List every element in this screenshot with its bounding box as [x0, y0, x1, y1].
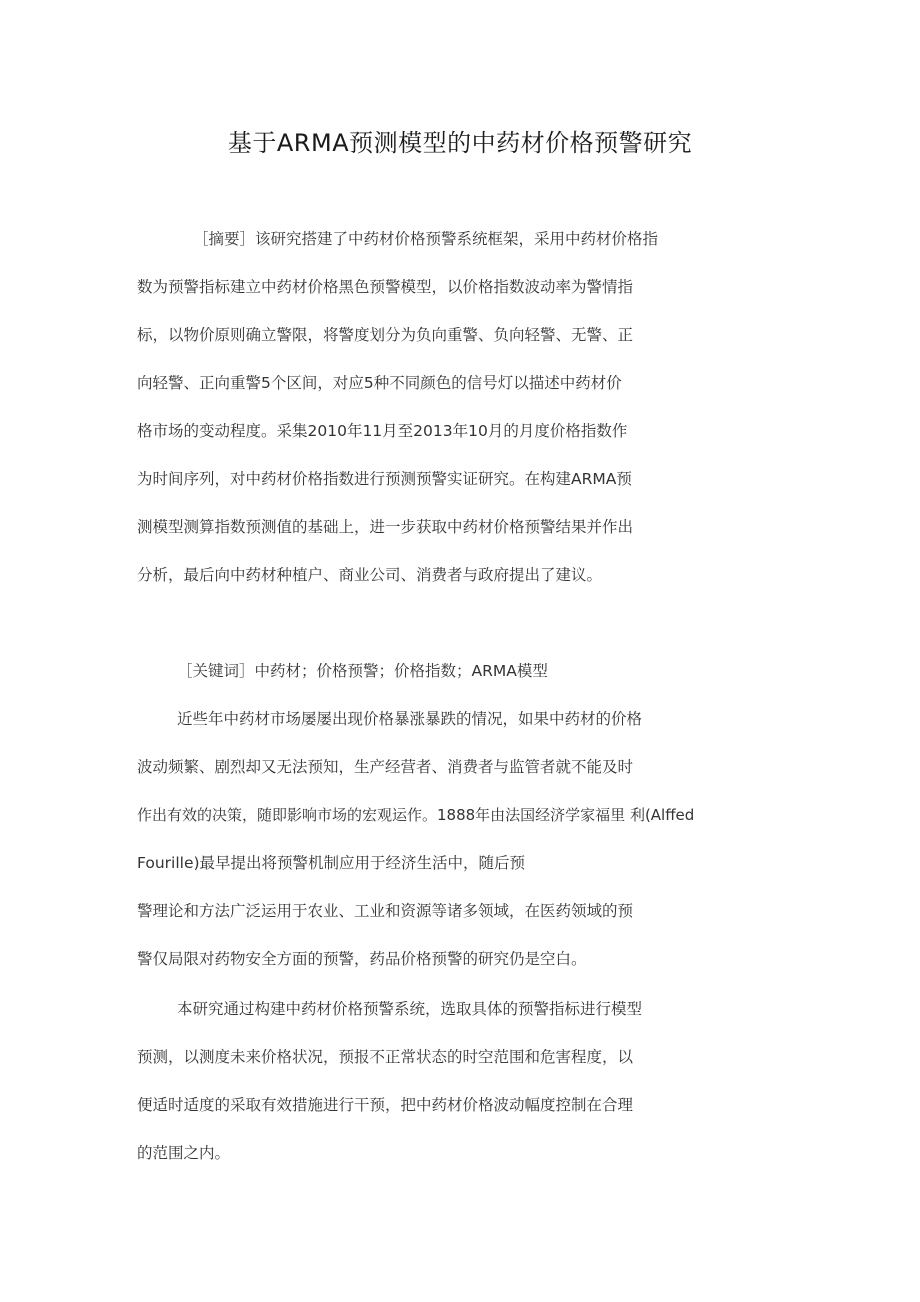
paper-title: 基于ARMA预测模型的中药材价格预警研究	[227, 129, 693, 157]
body-line: 便适时适度的采取有效措施进行干预，把中药材价格波动幅度控制在合理	[137, 1096, 634, 1114]
abstract-line: 向轻警、正向重警5个区间，对应5种不同颜色的信号灯以描述中药材价	[137, 374, 622, 392]
abstract-line: 数为预警指标建立中药材价格黑色预警模型，以价格指数波动率为警情指	[137, 278, 634, 296]
body-line: 作出有效的决策，随即影响市场的宏观运作。1888年由法国经济学家福里 利(Alffed	[137, 806, 695, 824]
abstract-line: 测模型测算指数预测值的基础上，进一步获取中药材价格预警结果并作出	[137, 518, 634, 536]
body-line: 本研究通过构建中药材价格预警系统，选取具体的预警指标进行模型	[177, 1000, 643, 1018]
body-line: Fourille)最早提出将预警机制应用于经济生活中，随后预	[137, 854, 526, 872]
abstract-line: 分析，最后向中药材种植户、商业公司、消费者与政府提出了建议。	[137, 566, 603, 584]
body-line: 的范围之内。	[137, 1144, 231, 1162]
abstract-line: 为时间序列，对中药材价格指数进行预测预警实证研究。在构建ARMA预	[137, 470, 632, 488]
body-line: 警理论和方法广泛运用于农业、工业和资源等诸多领域，在医药领域的预	[137, 902, 634, 920]
abstract-line: ［摘要］该研究搭建了中药材价格预警系统框架，采用中药材价格指	[193, 230, 659, 248]
body-line: 波动频繁、剧烈却又无法预知，生产经营者、消费者与监管者就不能及时	[137, 758, 634, 776]
keywords-line: ［关键词］中药材；价格预警；价格指数；ARMA模型	[177, 662, 548, 680]
body-line: 预测，以测度未来价格状况，预报不正常状态的时空范围和危害程度，以	[137, 1048, 634, 1066]
abstract-line: 标，以物价原则确立警限，将警度划分为负向重警、负向轻警、无警、正	[137, 326, 634, 344]
body-line: 警仅局限对药物安全方面的预警，药品价格预警的研究仍是空白。	[137, 950, 587, 968]
body-line: 近些年中药材市场屡屡出现价格暴涨暴跌的情况，如果中药材的价格	[177, 710, 643, 728]
abstract-line: 格市场的变动程度。采集2010年11月至2013年10月的月度价格指数作	[137, 422, 628, 440]
